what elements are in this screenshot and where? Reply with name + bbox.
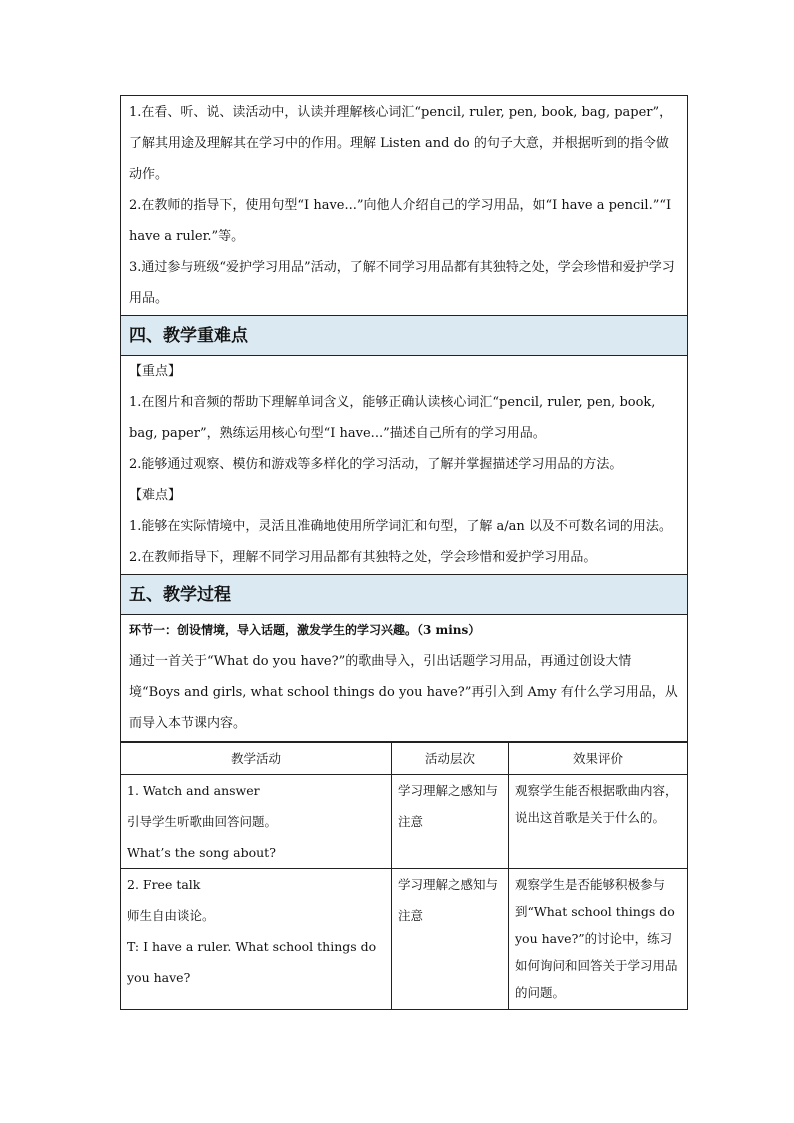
difficult-point-1: 1.能够在实际情境中，灵活且准确地使用所学词汇和句型，了解 a/an 以及不可数名词的用法。 [129, 519, 672, 534]
header-level: 活动层次 [392, 743, 509, 775]
table-row [121, 869, 688, 1010]
table-header-row [121, 743, 688, 775]
step-1-description: 通过一首关于“What do you have?”的歌曲导入，引出话题学习用品，再通过创设大情境“Boys and girls, what school things do you have?”再引入到 Amy 有什么学习用品，从而导入本节课内容。 [129, 654, 678, 731]
level-cell: 学习理解之感知与注意 [392, 869, 509, 1010]
level-cell: 学习理解之感知与注意 [392, 775, 509, 869]
step-1-title: 环节一：创设情境，导入话题，激发学生的学习兴趣。（3 mins） [129, 623, 481, 637]
difficult-points-label: 【难点】 [129, 488, 182, 503]
section-heading-process: 五、教学过程 [120, 575, 688, 615]
section-heading-key-difficult: 四、教学重难点 [120, 316, 688, 356]
activity-line: 2. Free talk [127, 877, 201, 892]
activity-cell [121, 775, 392, 869]
table-row [121, 775, 688, 869]
evaluation-cell: 观察学生能否根据歌曲内容，说出这首歌是关于什么的。 [509, 775, 688, 869]
header-activity: 教学活动 [121, 743, 392, 775]
key-point-1: 1.在图片和音频的帮助下理解单词含义，能够正确认读核心词汇“pencil, ruler, pen, book, bag, paper”，熟练运用核心句型“I have...”描述自己所有的学习用品。 [129, 395, 656, 441]
objective-2: 2.在教师的指导下，使用句型“I have...”向他人介绍自己的学习用品，如“I have a pencil.”“I have a ruler.”等。 [129, 198, 672, 244]
objective-3: 3.通过参与班级“爱护学习用品”活动，了解不同学习用品都有其独特之处，学会珍惜和爱护学习用品。 [129, 260, 675, 306]
activity-line: T: I have a ruler. What school things do you have? [127, 939, 377, 985]
activity-line: What’s the song about? [127, 845, 276, 860]
key-difficult-points [120, 356, 688, 575]
activity-table [120, 742, 688, 1010]
teaching-objectives [120, 95, 688, 316]
activity-cell [121, 869, 392, 1010]
header-evaluation: 效果评价 [509, 743, 688, 775]
evaluation-cell: 观察学生是否能够积极参与到“What school things do you have?”的讨论中，练习如何询问和回答关于学习用品的问题。 [509, 869, 688, 1010]
activity-line: 1. Watch and answer [127, 783, 260, 798]
key-points-label: 【重点】 [129, 364, 182, 379]
document-body [120, 95, 688, 1010]
key-point-2: 2.能够通过观察、模仿和游戏等多样化的学习活动，了解并掌握描述学习用品的方法。 [129, 457, 623, 472]
process-step-1 [120, 615, 688, 742]
activity-line: 师生自由谈论。 [127, 908, 215, 923]
activity-line: 引导学生听歌曲回答问题。 [127, 814, 278, 829]
objective-1: 1.在看、听、说、读活动中，认读并理解核心词汇“pencil, ruler, pen, book, bag, paper”，了解其用途及理解其在学习中的作用。理解 Listen and do 的句子大意，并根据听到的指令做动作。 [129, 105, 673, 182]
difficult-point-2: 2.在教师指导下，理解不同学习用品都有其独特之处，学会珍惜和爱护学习用品。 [129, 550, 597, 565]
